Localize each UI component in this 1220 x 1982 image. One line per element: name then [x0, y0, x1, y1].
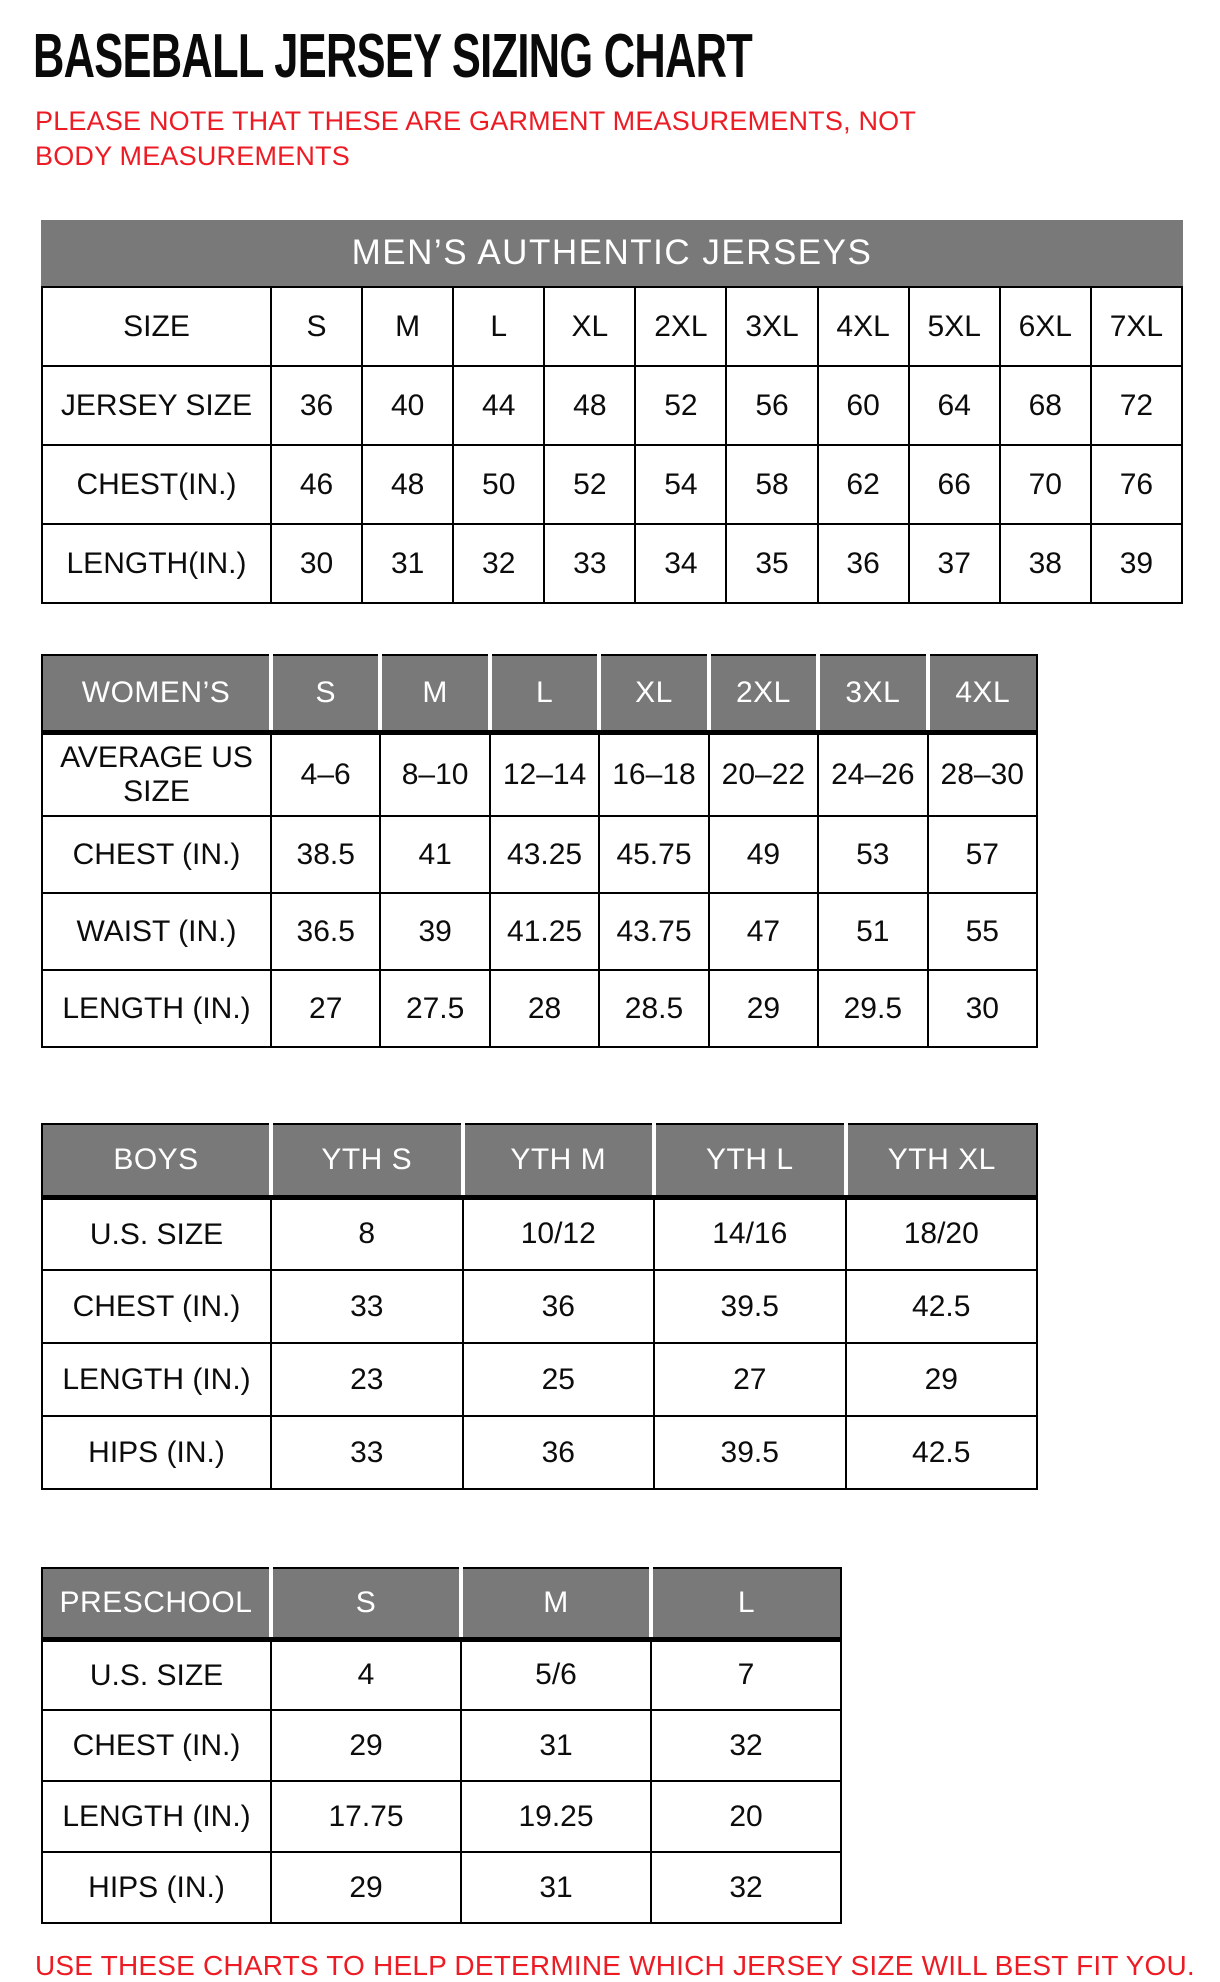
mens-value-cell: 39 — [1091, 524, 1182, 603]
mens-row-label: CHEST(IN.) — [42, 445, 271, 524]
womens-value-cell: 24–26 — [818, 732, 927, 816]
preschool-row-2 — [42, 1781, 841, 1852]
preschool-value-cell: 4 — [271, 1639, 461, 1710]
mens-header-label: SIZE — [42, 287, 271, 366]
womens-header-2xl: 2XL — [709, 655, 818, 732]
mens-header-m: M — [362, 287, 453, 366]
preschool-value-cell: 17.75 — [271, 1781, 461, 1852]
womens-value-cell: 8–10 — [380, 732, 489, 816]
womens-header-l: L — [490, 655, 599, 732]
mens-value-cell: 72 — [1091, 366, 1182, 445]
boys-row-label: CHEST (IN.) — [42, 1270, 271, 1343]
mens-header-4xl: 4XL — [818, 287, 909, 366]
mens-value-cell: 54 — [635, 445, 726, 524]
boys-value-cell: 29 — [846, 1343, 1038, 1416]
boys-value-cell: 23 — [271, 1343, 463, 1416]
mens-value-cell: 70 — [1000, 445, 1091, 524]
boys-value-cell: 39.5 — [654, 1270, 846, 1343]
womens-value-cell: 39 — [380, 893, 489, 970]
womens-row-label: AVERAGE US SIZE — [42, 732, 271, 816]
boys-value-cell: 39.5 — [654, 1416, 846, 1489]
womens-value-cell: 45.75 — [599, 816, 708, 893]
mens-value-cell: 56 — [726, 366, 817, 445]
boys-value-cell: 33 — [271, 1416, 463, 1489]
boys-value-cell: 27 — [654, 1343, 846, 1416]
mens-value-cell: 30 — [271, 524, 362, 603]
preschool-value-cell: 32 — [651, 1710, 841, 1781]
preschool-value-cell: 31 — [461, 1710, 651, 1781]
mens-header-3xl: 3XL — [726, 287, 817, 366]
footer-note: USE THESE CHARTS TO HELP DETERMINE WHICH JERSEY SIZE WILL BEST FIT YOU. — [35, 1950, 1195, 1982]
boys-value-cell: 14/16 — [654, 1197, 846, 1270]
boys-value-cell: 18/20 — [846, 1197, 1038, 1270]
boys-row-label: U.S. SIZE — [42, 1197, 271, 1270]
womens-value-cell: 29.5 — [818, 970, 927, 1047]
womens-row-1 — [42, 816, 1037, 893]
womens-value-cell: 41.25 — [490, 893, 599, 970]
mens-row-0 — [42, 366, 1182, 445]
mens-section — [41, 220, 1185, 604]
mens-banner: MEN’S AUTHENTIC JERSEYS — [41, 220, 1183, 286]
size-tables-container — [33, 220, 1185, 1924]
preschool-row-label: U.S. SIZE — [42, 1639, 271, 1710]
mens-value-cell: 48 — [544, 366, 635, 445]
womens-value-cell: 12–14 — [490, 732, 599, 816]
womens-value-cell: 47 — [709, 893, 818, 970]
womens-header-3xl: 3XL — [818, 655, 927, 732]
mens-value-cell: 48 — [362, 445, 453, 524]
mens-value-cell: 31 — [362, 524, 453, 603]
boys-row-0 — [42, 1197, 1037, 1270]
preschool-row-3 — [42, 1852, 841, 1923]
boys-section — [41, 1123, 1185, 1490]
preschool-header-m: M — [461, 1568, 651, 1639]
womens-value-cell: 43.25 — [490, 816, 599, 893]
mens-value-cell: 36 — [271, 366, 362, 445]
boys-value-cell: 36 — [463, 1270, 655, 1343]
womens-value-cell: 41 — [380, 816, 489, 893]
preschool-value-cell: 5/6 — [461, 1639, 651, 1710]
womens-row-3 — [42, 970, 1037, 1047]
womens-value-cell: 28 — [490, 970, 599, 1047]
womens-header-4xl: 4XL — [928, 655, 1037, 732]
womens-row-label: CHEST (IN.) — [42, 816, 271, 893]
boys-header-label: BOYS — [42, 1124, 271, 1197]
preschool-row-label: LENGTH (IN.) — [42, 1781, 271, 1852]
womens-value-cell: 20–22 — [709, 732, 818, 816]
preschool-value-cell: 32 — [651, 1852, 841, 1923]
mens-value-cell: 66 — [909, 445, 1000, 524]
mens-value-cell: 33 — [544, 524, 635, 603]
mens-row-1 — [42, 445, 1182, 524]
mens-header-row — [42, 287, 1182, 366]
mens-value-cell: 76 — [1091, 445, 1182, 524]
boys-header-yth-l: YTH L — [654, 1124, 846, 1197]
preschool-row-label: HIPS (IN.) — [42, 1852, 271, 1923]
mens-row-2 — [42, 524, 1182, 603]
boys-value-cell: 25 — [463, 1343, 655, 1416]
womens-value-cell: 57 — [928, 816, 1037, 893]
womens-value-cell: 38.5 — [271, 816, 380, 893]
womens-header-m: M — [380, 655, 489, 732]
womens-header-s: S — [271, 655, 380, 732]
preschool-row-label: CHEST (IN.) — [42, 1710, 271, 1781]
womens-header-row — [42, 655, 1037, 732]
mens-row-label: LENGTH(IN.) — [42, 524, 271, 603]
mens-value-cell: 60 — [818, 366, 909, 445]
womens-value-cell: 30 — [928, 970, 1037, 1047]
boys-header-yth-xl: YTH XL — [846, 1124, 1038, 1197]
preschool-row-1 — [42, 1710, 841, 1781]
womens-section — [41, 654, 1185, 1048]
mens-value-cell: 50 — [453, 445, 544, 524]
boys-row-2 — [42, 1343, 1037, 1416]
preschool-value-cell: 29 — [271, 1710, 461, 1781]
mens-value-cell: 32 — [453, 524, 544, 603]
womens-value-cell: 49 — [709, 816, 818, 893]
mens-value-cell: 36 — [818, 524, 909, 603]
preschool-header-l: L — [651, 1568, 841, 1639]
boys-value-cell: 10/12 — [463, 1197, 655, 1270]
boys-value-cell: 42.5 — [846, 1416, 1038, 1489]
mens-value-cell: 38 — [1000, 524, 1091, 603]
mens-value-cell: 64 — [909, 366, 1000, 445]
boys-row-label: HIPS (IN.) — [42, 1416, 271, 1489]
preschool-header-row — [42, 1568, 841, 1639]
mens-header-2xl: 2XL — [635, 287, 726, 366]
preschool-value-cell: 20 — [651, 1781, 841, 1852]
mens-value-cell: 34 — [635, 524, 726, 603]
mens-value-cell: 58 — [726, 445, 817, 524]
boys-header-row — [42, 1124, 1037, 1197]
garment-measurements-note: PLEASE NOTE THAT THESE ARE GARMENT MEASUREMENTS, NOT BODY MEASUREMENTS — [35, 106, 916, 172]
womens-value-cell: 27.5 — [380, 970, 489, 1047]
boys-header-yth-m: YTH M — [463, 1124, 655, 1197]
mens-row-label: JERSEY SIZE — [42, 366, 271, 445]
womens-value-cell: 28–30 — [928, 732, 1037, 816]
mens-header-l: L — [453, 287, 544, 366]
womens-row-2 — [42, 893, 1037, 970]
womens-value-cell: 55 — [928, 893, 1037, 970]
mens-value-cell: 52 — [544, 445, 635, 524]
boys-value-cell: 33 — [271, 1270, 463, 1343]
preschool-section — [41, 1567, 1185, 1924]
boys-table — [41, 1123, 1038, 1490]
boys-row-1 — [42, 1270, 1037, 1343]
womens-value-cell: 53 — [818, 816, 927, 893]
womens-value-cell: 29 — [709, 970, 818, 1047]
mens-header-s: S — [271, 287, 362, 366]
mens-value-cell: 40 — [362, 366, 453, 445]
boys-row-3 — [42, 1416, 1037, 1489]
boys-row-label: LENGTH (IN.) — [42, 1343, 271, 1416]
womens-row-label: LENGTH (IN.) — [42, 970, 271, 1047]
mens-header-7xl: 7XL — [1091, 287, 1182, 366]
mens-value-cell: 46 — [271, 445, 362, 524]
preschool-row-0 — [42, 1639, 841, 1710]
womens-row-label: WAIST (IN.) — [42, 893, 271, 970]
mens-table — [41, 286, 1183, 604]
preschool-value-cell: 29 — [271, 1852, 461, 1923]
womens-value-cell: 36.5 — [271, 893, 380, 970]
boys-value-cell: 42.5 — [846, 1270, 1038, 1343]
preschool-header-s: S — [271, 1568, 461, 1639]
preschool-table — [41, 1567, 842, 1924]
mens-value-cell: 35 — [726, 524, 817, 603]
mens-header-xl: XL — [544, 287, 635, 366]
boys-value-cell: 36 — [463, 1416, 655, 1489]
page-title: BASEBALL JERSEY SIZING CHART — [33, 22, 753, 91]
womens-value-cell: 51 — [818, 893, 927, 970]
preschool-value-cell: 31 — [461, 1852, 651, 1923]
womens-value-cell: 4–6 — [271, 732, 380, 816]
womens-header-xl: XL — [599, 655, 708, 732]
mens-value-cell: 68 — [1000, 366, 1091, 445]
womens-value-cell: 28.5 — [599, 970, 708, 1047]
preschool-value-cell: 19.25 — [461, 1781, 651, 1852]
womens-value-cell: 16–18 — [599, 732, 708, 816]
womens-value-cell: 27 — [271, 970, 380, 1047]
womens-table — [41, 654, 1038, 1048]
mens-value-cell: 52 — [635, 366, 726, 445]
mens-header-6xl: 6XL — [1000, 287, 1091, 366]
womens-row-0 — [42, 732, 1037, 816]
boys-header-yth-s: YTH S — [271, 1124, 463, 1197]
womens-header-label: WOMEN’S — [42, 655, 271, 732]
mens-value-cell: 37 — [909, 524, 1000, 603]
preschool-value-cell: 7 — [651, 1639, 841, 1710]
boys-value-cell: 8 — [271, 1197, 463, 1270]
mens-value-cell: 62 — [818, 445, 909, 524]
womens-value-cell: 43.75 — [599, 893, 708, 970]
preschool-header-label: PRESCHOOL — [42, 1568, 271, 1639]
mens-value-cell: 44 — [453, 366, 544, 445]
mens-header-5xl: 5XL — [909, 287, 1000, 366]
